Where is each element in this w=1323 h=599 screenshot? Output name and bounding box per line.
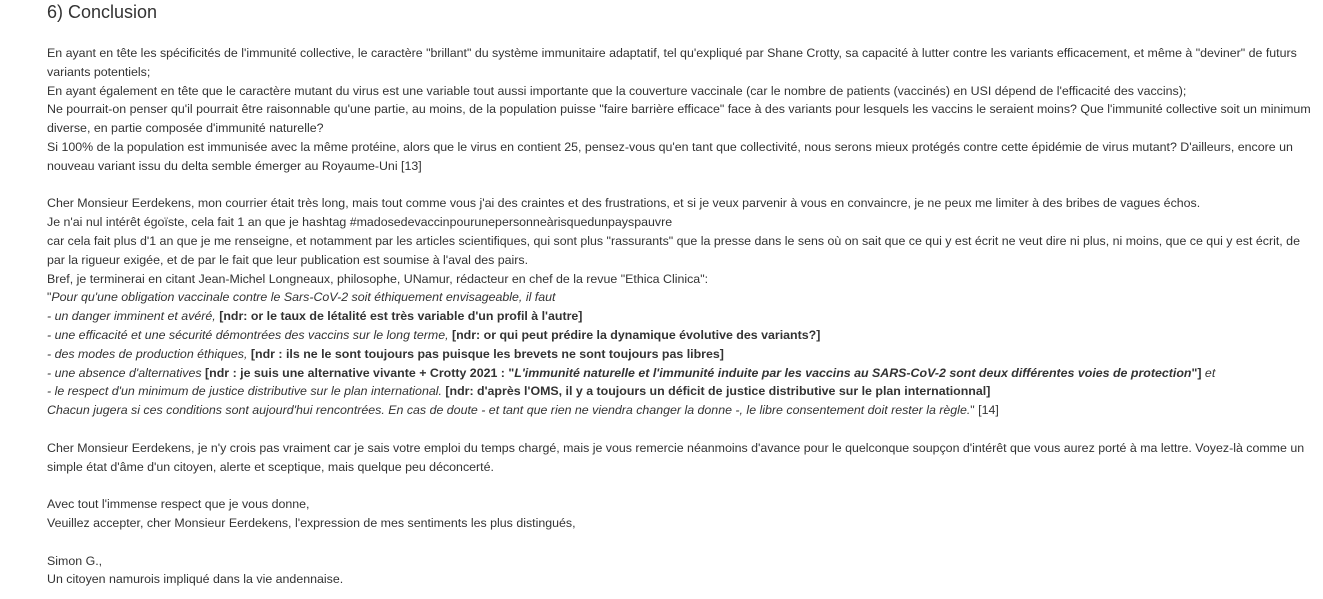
quote-condition [47,382,1317,401]
quote-close-line [47,401,1317,420]
closing-line: Avec tout l'immense respect que je vous donne, [47,497,310,512]
quote-condition [47,326,1317,345]
editor-note-end: "] [1191,365,1202,380]
quote-text: Chacun jugera si ces conditions sont aujourd'hui rencontrées. En cas de doute - et tant que rien ne viendra changer la donne -, le libre consentement doit rester la règle. [47,403,971,418]
quote-mark: " [47,290,52,305]
editor-note: [ndr: d'après l'OMS, il y a toujours un déficit de justice distributive sur le plan internationnal] [445,384,991,399]
section-title: 6) Conclusion [47,2,158,22]
signature-description: Un citoyen namurois impliqué dans la vie andennaise. [47,572,344,587]
condition-text: - une efficacité et une sécurité démontrées des vaccins sur le long terme, [47,327,452,342]
quote-condition [47,345,1317,364]
editor-note: [ndr : je suis une alternative vivante + Crotty 2021 : " [205,365,515,380]
editor-note: [ndr: or qui peut prédire la dynamique évolutive des variants?] [451,327,821,342]
document-body [47,44,1317,589]
quote-condition [47,307,1317,326]
condition-text: - une absence d'alternatives [47,365,206,380]
crotty-quote: L'immunité naturelle et l'immunité induite par les vaccins au SARS-CoV-2 sont deux différentes voies de protection [514,365,1192,380]
spacer [47,420,1317,439]
paragraph: Cher Monsieur Eerdekens, je n'y crois pas vraiment car je sais votre emploi du temps chargé, mais je vous remercie néanmoins d'avance pour le quelconque soupçon d'intérêt que vous aurez porté à ma lettre. Voyez-là comme un simple état d'âme d'un citoyen, alerte et sceptique, mais quelque peu déconcerté. [47,440,1305,474]
paragraph: Cher Monsieur Eerdekens, mon courrier était très long, mais tout comme vous j'ai des craintes et des frustrations, et si je veux parvenir à vous en convaincre, je ne peux me limiter à des bribes de vagues échos. [47,196,1201,211]
spacer [47,476,1317,495]
quote-intro: Bref, je terminerai en citant Jean-Michel Longneaux, philosophe, UNamur, rédacteur en chef de la revue "Ethica Clinica": [47,271,709,286]
paragraph: En ayant également en tête que le caractère mutant du virus est une variable tout aussi importante que la couverture vaccinale (car le nombre de patients (vaccinés) en USI dépend de l'efficacité des vaccins); [47,83,1187,98]
condition-text: - le respect d'un minimum de justice distributive sur le plan international. [47,384,446,399]
paragraph: Ne pourrait-on penser qu'il pourrait être raisonnable qu'une partie, au moins, de la population puisse "faire barrière efficace" face à des variants pour lesquels les vaccins le seraient moins? Que l'immunité collective soit un minimum diverse, en partie composée d'immunité naturelle? [47,102,1311,136]
quote-condition [47,364,1317,383]
hashtag-line: Je n'ai nul intérêt égoïste, cela fait 1 an que je hashtag #madosedevaccinpourunepersonneàrisquedunpayspauvre [47,215,673,230]
condition-text: - un danger imminent et avéré, [47,309,220,324]
condition-text: - des modes de production éthiques, [47,346,251,361]
editor-note: [ndr: or le taux de létalité est très variable d'un profil à l'autre] [219,309,583,324]
paragraph: Si 100% de la population est immunisée avec la même protéine, alors que le virus en contient 25, pensez-vous qu'en tant que collectivité, nous serons mieux protégés contre cette épidémie de virus mutant? D'ailleurs, encore un nouveau variant issu du delta semble émerger au Royaume-Uni [13] [47,139,1293,173]
paragraph: En ayant en tête les spécificités de l'immunité collective, le caractère "brillant" du système immunitaire adaptatif, tel qu'expliqué par Shane Crotty, sa capacité à lutter contre les variants efficacement, et même à "deviner" de futurs variants potentiels; [47,46,1297,79]
reference-14: " [14] [970,403,999,418]
paragraph: car cela fait plus d'1 an que je me renseigne, et notamment par les articles scientifiques, qui sont plus "rassurants" que la presse dans le sens où on sait que ce qui y est écrit ne veut dire ni plus, ni moins, que ce qui y est écrit, de par la rigueur exigée, et de par le fait que leur publication est soumise à l'aval des pairs. [47,233,1300,267]
closing-line: Veuillez accepter, cher Monsieur Eerdekens, l'expression de mes sentiments les plus distingués, [47,515,576,530]
quote-text: Pour qu'une obligation vaccinale contre le Sars-CoV-2 soit éthiquement envisageable, il faut [51,290,556,305]
condition-text: et [1201,365,1216,380]
spacer [47,533,1317,552]
quote-open-line [47,288,1317,307]
editor-note: [ndr : ils ne le sont toujours pas puisque les brevets ne sont toujours pas libres] [250,346,724,361]
spacer [47,176,1317,195]
signature-name: Simon G., [47,553,103,568]
